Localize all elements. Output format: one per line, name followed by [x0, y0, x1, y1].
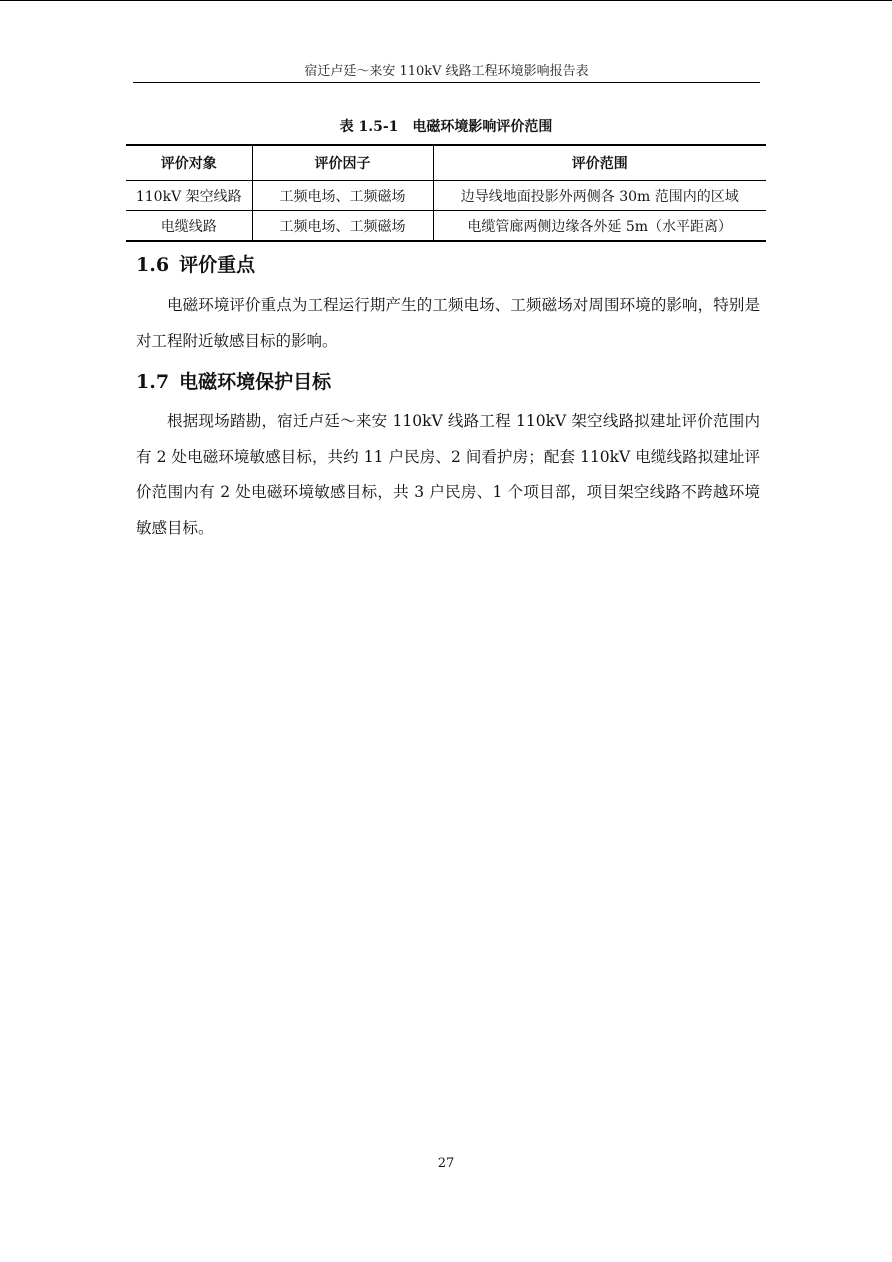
header-cell-factor: 评价因子 — [252, 145, 433, 181]
table-cell-factor: 工频电场、工频磁场 — [252, 211, 433, 242]
section-title: 评价重点 — [179, 254, 256, 276]
evaluation-range-table — [126, 144, 766, 242]
header-rule — [133, 82, 760, 83]
table-header-row — [126, 145, 766, 181]
section-paragraph-1-7: 根据现场踏勘，宿迁卢廷～来安 110kV 线路工程 110kV 架空线路拟建址评价范围内有 2 处电磁环境敏感目标，共约 11 户民房、2 间看护房；配套 110kV 电缆线路拟建址评价范围内有 2 处电磁环境敏感目标，共 3 户民房、1 个项目部，项目架空线路不跨越环境敏感目标。 — [136, 412, 760, 537]
running-header: 宿迁卢廷～来安 110kV 线路工程环境影响报告表 — [304, 64, 589, 79]
section-title: 电磁环境保护目标 — [179, 371, 332, 393]
section-heading-1-6 — [136, 253, 255, 277]
table-caption: 表 1.5-1 电磁环境影响评价范围 — [339, 119, 553, 135]
table-row — [126, 181, 766, 211]
page-top-border — [0, 0, 892, 1]
section-paragraph-1-6: 电磁环境评价重点为工程运行期产生的工频电场、工频磁场对周围环境的影响，特别是对工程附近敏感目标的影响。 — [136, 296, 760, 350]
section-number: 1.6 — [136, 254, 170, 276]
header-cell-object: 评价对象 — [126, 145, 252, 181]
table-cell-object: 电缆线路 — [126, 211, 252, 242]
table-row — [126, 211, 766, 242]
table-cell-factor: 工频电场、工频磁场 — [252, 181, 433, 211]
table-cell-object: 110kV 架空线路 — [126, 181, 252, 211]
table-cell-range: 电缆管廊两侧边缘各外延 5m（水平距离） — [433, 211, 766, 242]
section-number: 1.7 — [136, 371, 170, 393]
table-cell-range: 边导线地面投影外两侧各 30m 范围内的区域 — [433, 181, 766, 211]
section-heading-1-7 — [136, 370, 331, 394]
header-cell-range: 评价范围 — [433, 145, 766, 181]
page-number: 27 — [437, 1156, 455, 1171]
